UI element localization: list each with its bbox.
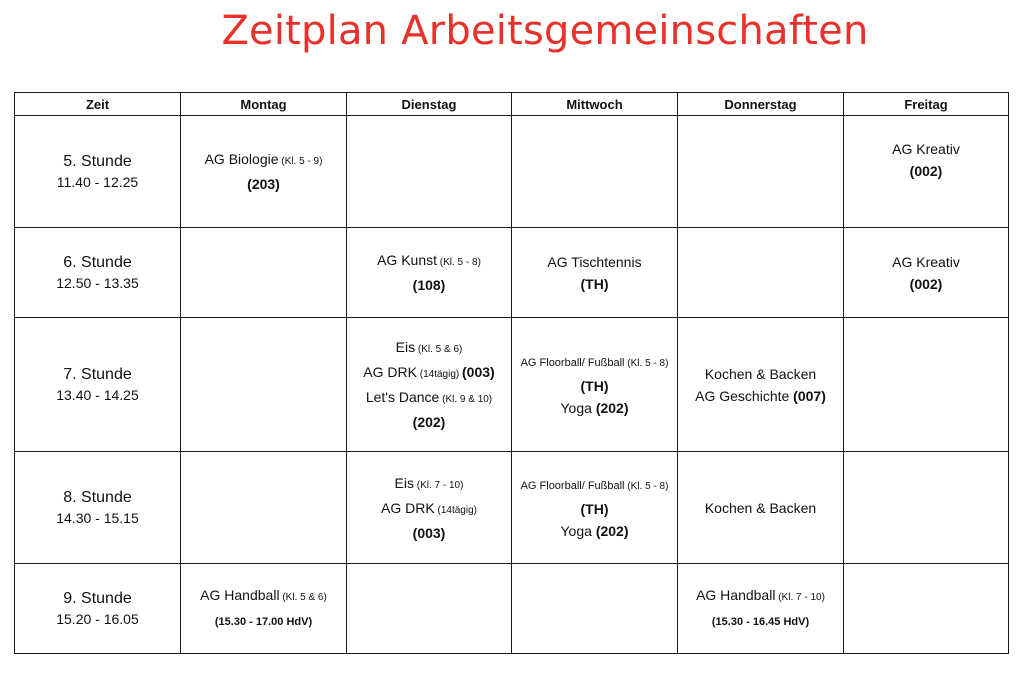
cell-montag (181, 452, 347, 564)
course-name: AG Tischtennis (547, 253, 642, 270)
grade-note: (Kl. 5 & 6) (279, 592, 327, 603)
course-name: Eis (394, 474, 414, 491)
grade-note: (Kl. 5 - 8) (624, 358, 669, 369)
course-name: Yoga (560, 400, 596, 416)
grade-note: (Kl. 5 - 8) (624, 481, 669, 492)
grade-note: (Kl. 7 - 10) (413, 479, 464, 491)
cell-donnerstag (678, 228, 844, 318)
cell-dienstag (347, 116, 512, 228)
time-slot-cell (15, 452, 181, 564)
room-label: (203) (247, 176, 280, 192)
cell-dienstag (347, 228, 512, 318)
cell-donnerstag (678, 318, 844, 452)
cell-freitag (844, 116, 1009, 228)
course-name: AG Floorball/ Fußball (520, 357, 625, 369)
header-mittwoch: Mittwoch (512, 93, 678, 116)
course-name: Yoga (560, 523, 596, 539)
period-time: 14.30 - 15.15 (56, 510, 139, 526)
time-slot-cell (15, 228, 181, 318)
header-zeit: Zeit (15, 93, 181, 116)
room-label: (003) (412, 524, 446, 541)
period-time: 12.50 - 13.35 (56, 275, 139, 291)
grade-note: (Kl. 9 & 10) (439, 394, 493, 405)
course-name: Let's Dance (365, 389, 440, 405)
room-label: (TH) (580, 501, 609, 517)
course-name: AG Kreativ (892, 253, 960, 270)
course-name: AG Kunst (377, 252, 437, 268)
time-slot-cell (15, 116, 181, 228)
header-freitag: Freitag (844, 93, 1009, 116)
period-time: 15.20 - 16.05 (56, 611, 139, 627)
table-row (15, 228, 1009, 318)
frequency-note: (14tägig) (434, 504, 477, 516)
course-name: Kochen & Backen (704, 499, 817, 516)
cell-freitag (844, 564, 1009, 654)
cell-montag (181, 318, 347, 452)
course-name: AG Kreativ (892, 141, 960, 157)
period-label: 6. Stunde (63, 254, 132, 271)
cell-freitag (844, 318, 1009, 452)
time-slot-cell (15, 318, 181, 452)
period-label: 8. Stunde (63, 489, 132, 506)
cell-montag (181, 228, 347, 318)
course-name: Kochen & Backen (704, 365, 817, 382)
header-donnerstag: Donnerstag (678, 93, 844, 116)
grade-note: (Kl. 7 - 10) (775, 592, 825, 603)
course-name: AG Handball (200, 587, 280, 603)
period-label: 5. Stunde (63, 153, 132, 170)
frequency-note: (14tägig) (416, 369, 463, 380)
table-row (15, 116, 1009, 228)
course-name: AG Biologie (204, 151, 279, 167)
cell-mittwoch (512, 318, 678, 452)
schedule-table (14, 92, 1009, 654)
course-name: AG Geschichte (695, 387, 794, 404)
room-label: (108) (412, 277, 446, 293)
table-row (15, 318, 1009, 452)
cell-dienstag (347, 318, 512, 452)
header-row (15, 93, 1009, 116)
time-place-label: (15.30 - 16.45 HdV) (711, 616, 810, 628)
course-name: AG Handball (696, 587, 776, 603)
grade-note: (Kl. 5 - 9) (278, 156, 323, 167)
room-label: (007) (793, 387, 826, 404)
room-label: (202) (412, 414, 446, 430)
period-label: 7. Stunde (63, 366, 132, 383)
cell-dienstag (347, 564, 512, 654)
room-label: (003) (462, 364, 495, 380)
table-row (15, 452, 1009, 564)
period-label: 9. Stunde (63, 590, 132, 607)
cell-donnerstag (678, 564, 844, 654)
cell-mittwoch (512, 452, 678, 564)
cell-mittwoch (512, 228, 678, 318)
course-name: AG DRK (381, 499, 435, 516)
cell-donnerstag (678, 116, 844, 228)
cell-mittwoch (512, 564, 678, 654)
room-label: (202) (595, 400, 629, 416)
period-time: 13.40 - 14.25 (56, 387, 139, 403)
cell-freitag (844, 228, 1009, 318)
time-place-label: (15.30 - 17.00 HdV) (214, 616, 313, 628)
room-label: (002) (909, 275, 943, 292)
cell-montag (181, 564, 347, 654)
table-row (15, 564, 1009, 654)
cell-donnerstag (678, 452, 844, 564)
header-dienstag: Dienstag (347, 93, 512, 116)
page-title: Zeitplan Arbeitsgemeinschaften (221, 8, 869, 54)
room-label: (TH) (580, 378, 609, 394)
cell-dienstag (347, 452, 512, 564)
header-montag: Montag (181, 93, 347, 116)
room-label: (002) (909, 163, 943, 179)
cell-montag (181, 116, 347, 228)
cell-freitag (844, 452, 1009, 564)
cell-mittwoch (512, 116, 678, 228)
room-label: (TH) (580, 275, 609, 292)
period-time: 11.40 - 12.25 (56, 174, 139, 190)
grade-note: (Kl. 5 - 8) (437, 257, 481, 268)
time-slot-cell (15, 564, 181, 654)
grade-note: (Kl. 5 & 6) (415, 344, 463, 355)
course-name: AG DRK (363, 364, 417, 380)
course-name: Eis (395, 339, 416, 355)
course-name: AG Floorball/ Fußball (520, 480, 625, 492)
room-label: (202) (595, 523, 629, 539)
